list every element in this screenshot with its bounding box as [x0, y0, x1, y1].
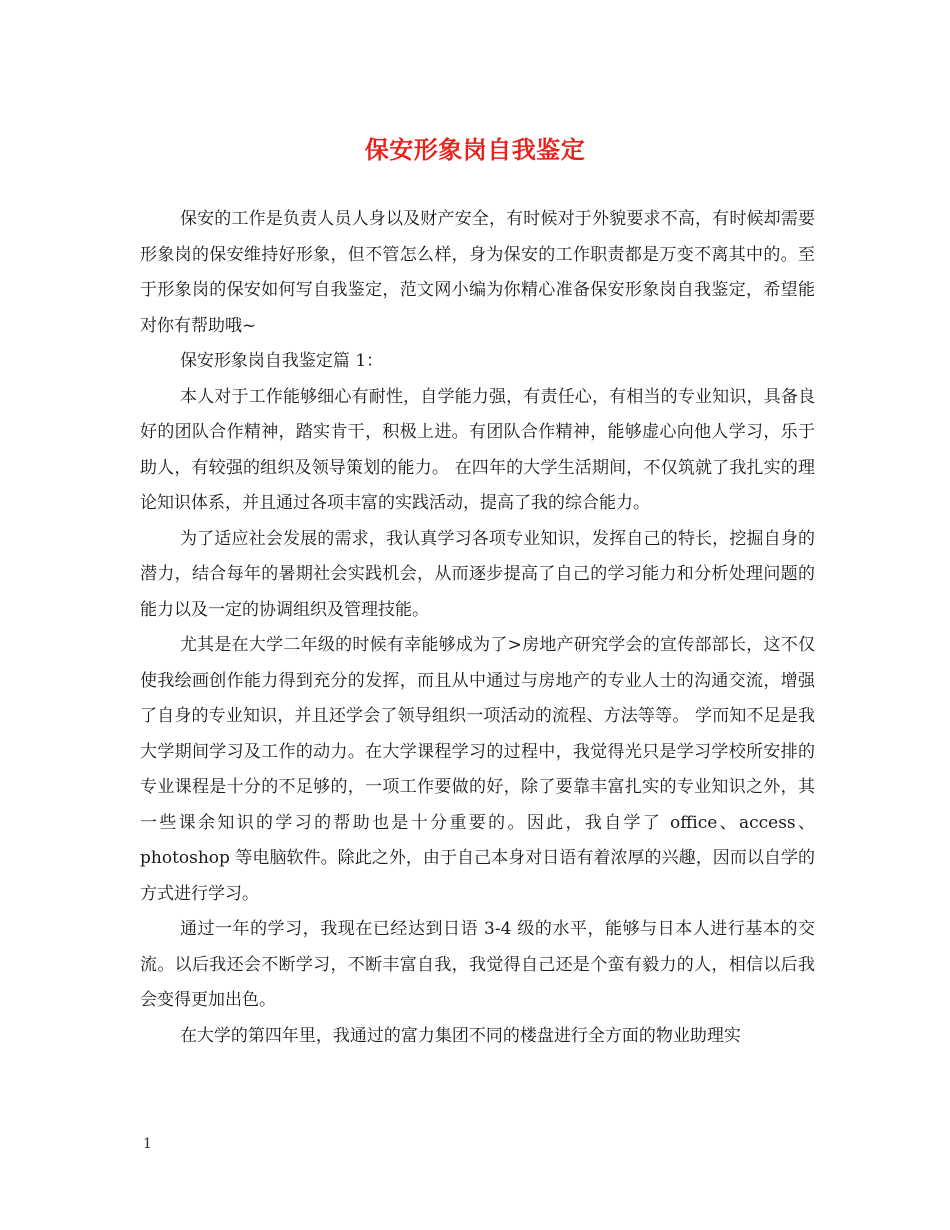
document-title: 保安形象岗自我鉴定 — [364, 135, 586, 164]
paragraph-section-heading: 保安形象岗自我鉴定篇 1： — [179, 351, 384, 371]
page-number: 1 — [143, 1136, 152, 1152]
paragraph-4: 通过一年的学习，我现在已经达到日语 3-4 级的水平，能够与日本人进行基本的交流。以后我还会不断学习，不断丰富自我，我觉得自己还是个蛮有毅力的人，相信以后我会变得更加出色。 — [140, 919, 815, 1010]
document-body — [140, 202, 815, 1054]
paragraph-intro: 保安的工作是负责人员人身以及财产安全，有时候对于外貌要求不高，有时候却需要形象岗的保安维持好形象，但不管怎么样，身为保安的工作职责都是万变不离其中的。至于形象岗的保安如何写自我鉴定，范文网小编为你精心准备保安形象岗自我鉴定，希望能对你有帮助哦~ — [140, 209, 815, 336]
paragraph-3: 尤其是在大学二年级的时候有幸能够成为了>房地产研究学会的宣传部部长，这不仅使我绘画创作能力得到充分的发挥，而且从中通过与房地产的专业人士的沟通交流，增强了自身的专业知识，并且还学会了领导组织一项活动的流程、方法等等。 学而知不足是我大学期间学习及工作的动力。在大学课程学习的过程中，我觉得光只是学习学校所安排的专业课程是十分的不足够的，一项工作要做的好，除了要靠丰富扎实的专业知识之外，其一些课余知识的学习的帮助也是十分重要的。因此，我自学了 office、access、photoshop 等电脑软件。除此之外，由于自己本身对日语有着浓厚的兴趣，因而以自学的方式进行学习。 — [140, 635, 815, 904]
paragraph-1: 本人对于工作能够细心有耐性，自学能力强，有责任心，有相当的专业知识，具备良好的团队合作精神，踏实肯干，积极上进。有团队合作精神，能够虚心向他人学习，乐于助人，有较强的组织及领导策划的能力。 在四年的大学生活期间，不仅筑就了我扎实的理论知识体系，并且通过各项丰富的实践活动，提高了我的综合能力。 — [140, 386, 815, 513]
paragraph-2: 为了适应社会发展的需求，我认真学习各项专业知识，发挥自己的特长，挖掘自身的潜力，结合每年的暑期社会实践机会，从而逐步提高了自己的学习能力和分析处理问题的能力以及一定的协调组织及管理技能。 — [140, 528, 815, 620]
paragraph-5: 在大学的第四年里，我通过的富力集团不同的楼盘进行全方面的物业助理实 — [179, 1025, 741, 1046]
